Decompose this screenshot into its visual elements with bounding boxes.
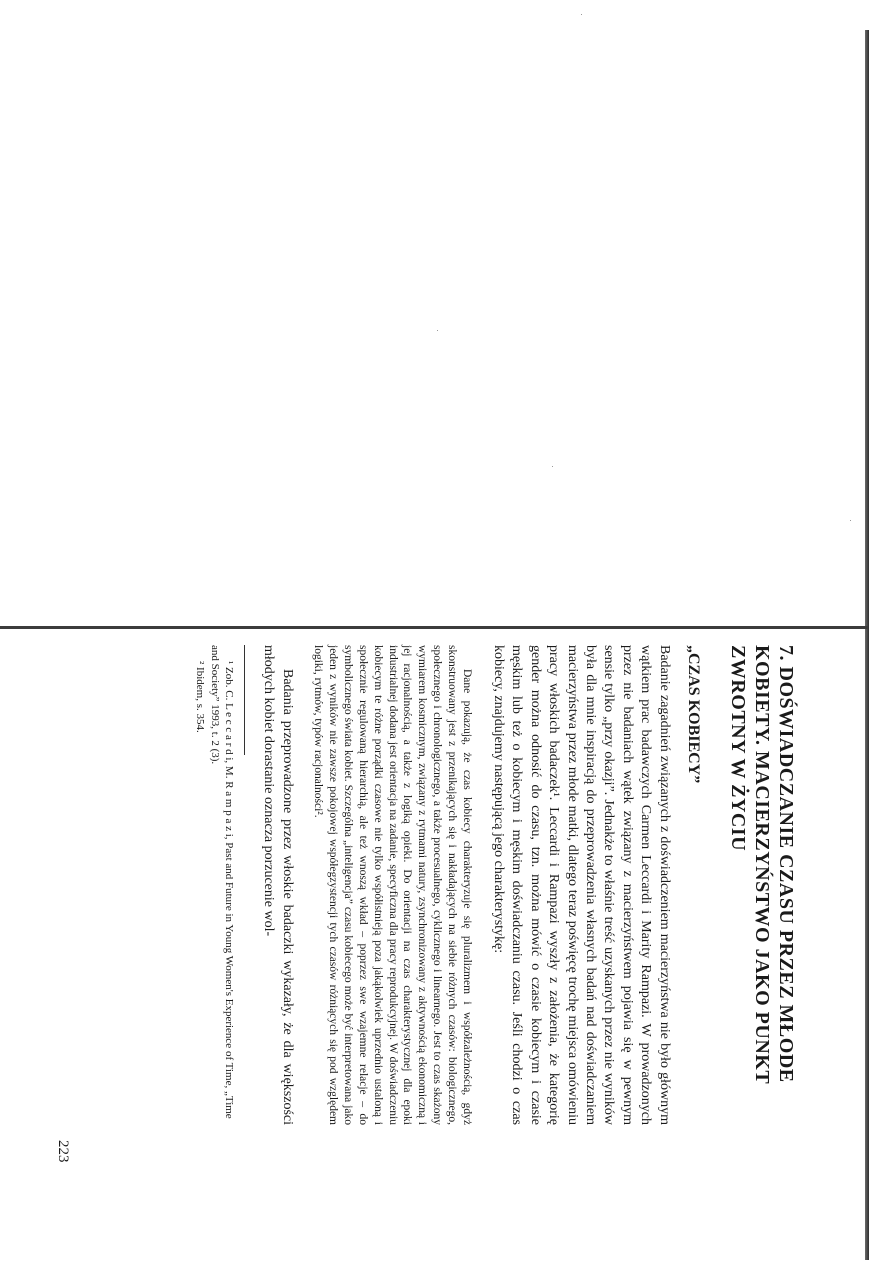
footnote: ² Ibidem, s. 354. [194, 661, 207, 733]
footnote: ¹ Zob. C. L e c c a r d i, M. R a m p a z i, Past and Future in Young Women's Experience of Time, „Time and Society” 1993, t. 2 (3). [208, 645, 235, 1119]
body-paragraph: Badania przeprowadzone przez włoskie badaczki wykazały, że dla większości młodych kobiet dorastanie oznacza porzucenie wol- [261, 645, 295, 1125]
chapter-title: 7. DOŚWIADCZANIE CZASU PRZEZ MŁODE KOBIETY. MACIERZYŃSTWO JAKO PUNKT ZWROTNY W ŻYCIU [727, 645, 797, 1084]
page-content [193, 645, 798, 1125]
footnote-rule [244, 645, 245, 755]
section-heading: „CZAS KOBIECY” [685, 645, 702, 784]
body-paragraph: Badanie zagadnień związanych z doświadczeniem macierzyństwa nie było głównym wątkiem prac badawczych Carmen Leccardi i Marity Rampazi. W prowadzonych przez nie badaniach wątek związany z macierzyństwem pojawia się w pewnym sensie tylko „przy okazji”. Jednakże to właśnie treść uzyskanych przez nie wyników była dla mnie inspiracją do przeprowadzenia własnych badań nad doświadczaniem macierzyństwa przez młode matki, dlatego teraz poświęcę trochę miejsca omówieniu pracy włoskich badaczek¹. Leccardi i Rampazi wyszły z założenia, że kategorię gender można odnosić do czasu, tzn. można mówić o czasie kobiecym i czasie męskim lub też o kobiecym i męskim doświadczaniu czasu. Jeśli chodzi o czas kobiecy, znajdujemy następującą jego charakterystykę: [490, 645, 672, 1125]
page-number: 223 [55, 1140, 71, 1163]
block-quote: Dane pokazują, że czas kobiecy charakteryzuje się pluralizmem i współzależnością, gdyż skonstruowany jest z przenikających się i nakładających na siebie różnych czasów: biologicznego, społecznego i chronologicznego, a także procesualnego, cyklicznego i linearnego. Jest to czas skażony wymiarem kosmicznym, związany z rytmami natury, zsynchronizowany z aktywnością ekonomiczną i jej racjonalnością, a także z logiką opieki. Do orientacji na czas charakterystycznej dla epoki industrialnej dodana jest orientacja na zadanie, specyficzna dla pracy reprodukcyjnej. W doświadczeniu kobiecym te różne porządki czasowe nie tylko współistnieją poza jakąkolwiek uprzednio ustaloną i społecznie regulowaną hierarchią, ale też wnoszą wkład – poprzez swe wzajemne relacje – do symbolicznego świata kobiet. Szczególna „inteligencja” czasu kobiecego może być interpretowana jako jeden z wyników nie zawsze pokojowej współegzystencji tych czasów różniących się pod względem logiki, rytmów, typów racjonalności². [311, 645, 474, 1125]
